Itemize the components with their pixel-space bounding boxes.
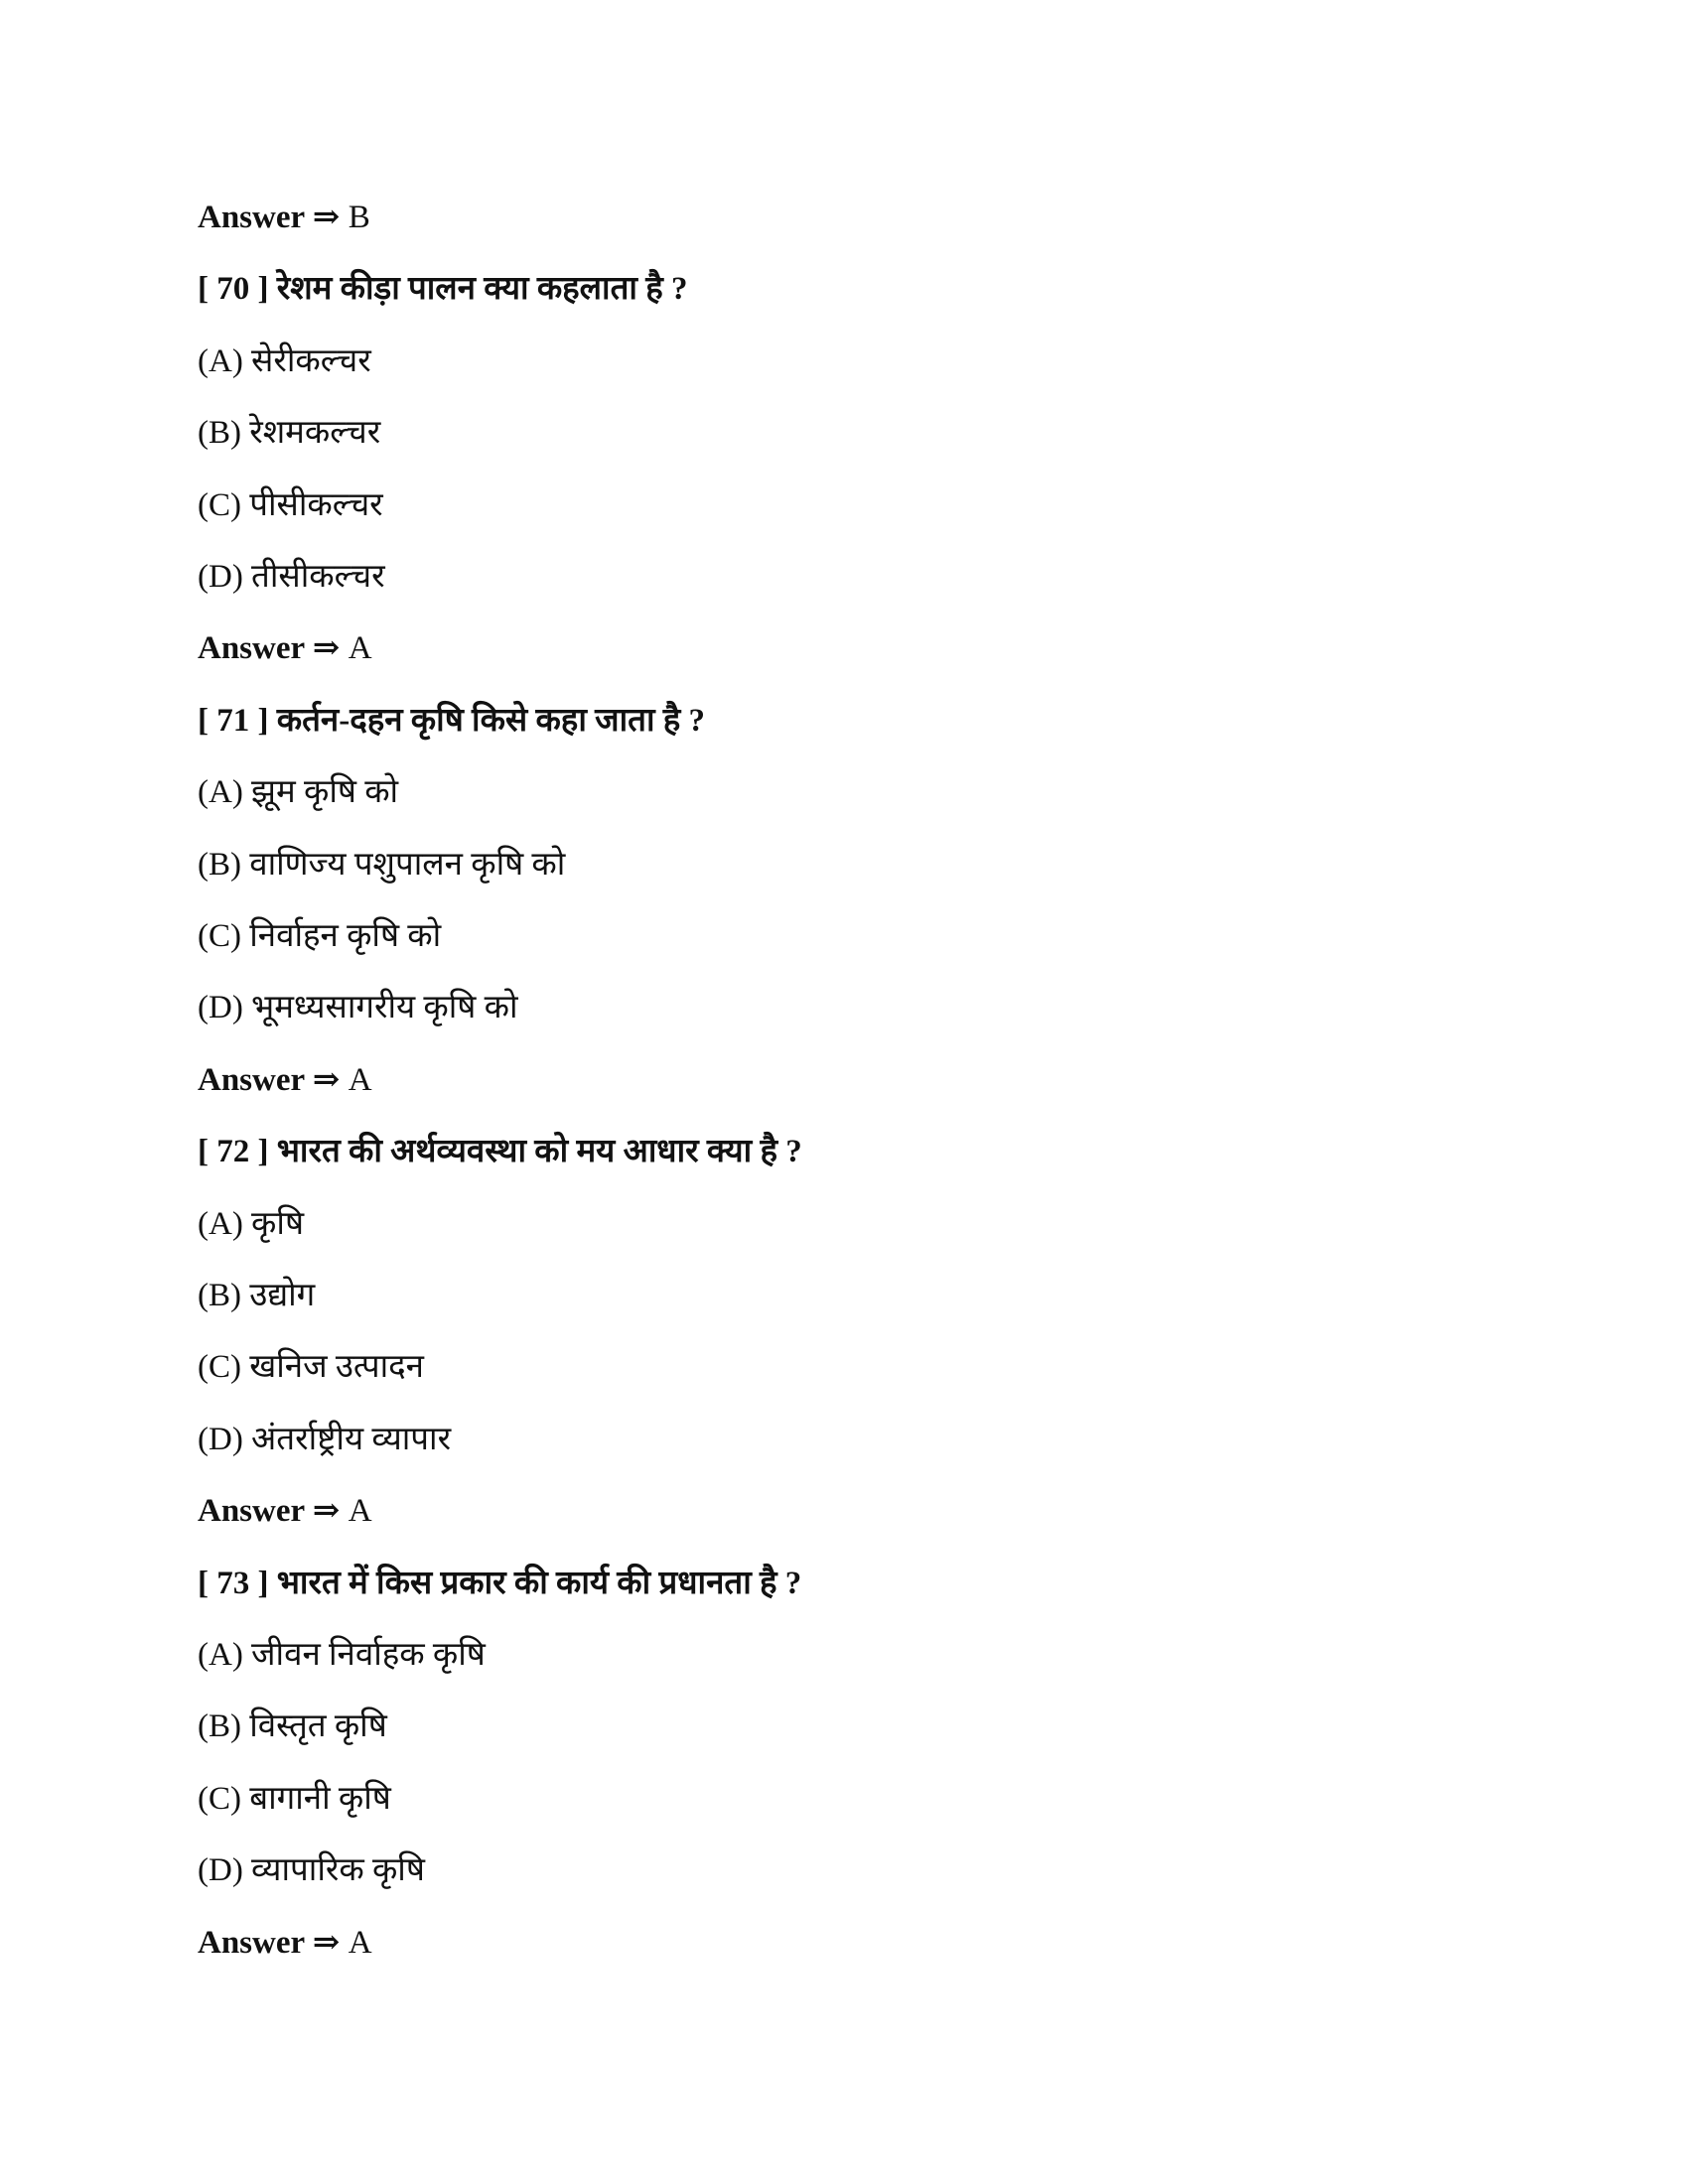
- question-number: [ 70 ]: [198, 271, 269, 308]
- option-line: [198, 476, 383, 535]
- option-line: [198, 547, 385, 607]
- option-line: [198, 1410, 451, 1469]
- answer-value: A: [348, 630, 372, 667]
- question-text: भारत की अर्थव्यवस्था को मय आधार क्या है ?: [276, 1134, 802, 1170]
- option-text: (D) व्यापारिक कृषि: [198, 1852, 425, 1889]
- option-text: (D) भूमध्यसागरीय कृषि को: [198, 990, 518, 1026]
- option-text: (D) तीसीकल्चर: [198, 559, 385, 595]
- option-text: (B) उद्योग: [198, 1278, 316, 1313]
- option-line: [198, 1625, 486, 1685]
- answer-label: Answer ⇒: [198, 1493, 341, 1530]
- question-line: [198, 1122, 802, 1181]
- answer-line: [198, 618, 372, 678]
- question-text: भारत में किस प्रकार की कार्य की प्रधानता है ?: [276, 1565, 802, 1601]
- question-number: [ 71 ]: [198, 702, 269, 739]
- option-line: [198, 1337, 424, 1397]
- option-text: (C) बागानी कृषि: [198, 1780, 391, 1817]
- option-text: (D) अंतर्राष्ट्रीय व्यापार: [198, 1421, 452, 1457]
- question-text: रेशम कीड़ा पालन क्या कहलाता है ?: [276, 271, 688, 308]
- option-text: (A) सेरीकल्चर: [198, 342, 371, 379]
- answer-value: B: [348, 200, 370, 235]
- option-line: [198, 762, 398, 822]
- option-line: [198, 906, 441, 966]
- answer-line: [198, 188, 370, 247]
- answer-label: Answer ⇒: [198, 1924, 341, 1961]
- question-line: [198, 259, 688, 319]
- question-line: [198, 1554, 801, 1613]
- question-number: [ 73 ]: [198, 1565, 269, 1601]
- option-line: [198, 332, 371, 391]
- option-text: (C) खनिज उत्पादन: [198, 1349, 424, 1386]
- answer-label: Answer ⇒: [198, 1061, 341, 1098]
- question-text: कर्तन-दहन कृषि किसे कहा जाता है ?: [276, 702, 706, 739]
- option-text: (C) पीसीकल्चर: [198, 486, 383, 523]
- answer-value: A: [348, 1924, 372, 1961]
- option-text: (B) विस्तृत कृषि: [198, 1708, 387, 1745]
- answer-line: [198, 1913, 372, 1973]
- option-text: (A) कृषि: [198, 1205, 305, 1242]
- option-line: [198, 978, 518, 1037]
- answer-value: A: [348, 1061, 372, 1098]
- option-text: (A) जीवन निर्वाहक कृषि: [198, 1637, 486, 1673]
- option-line: [198, 1194, 304, 1254]
- question-number: [ 72 ]: [198, 1134, 269, 1170]
- option-text: (B) रेशमकल्चर: [198, 415, 381, 452]
- option-line: [198, 1769, 391, 1829]
- option-text: (B) वाणिज्य पशुपालन कृषि को: [198, 846, 566, 883]
- option-line: [198, 403, 380, 463]
- question-line: [198, 691, 705, 751]
- answer-label: Answer ⇒: [198, 630, 341, 667]
- answer-label: Answer ⇒: [198, 200, 341, 235]
- option-line: [198, 1841, 425, 1900]
- option-text: (A) झूम कृषि को: [198, 774, 399, 811]
- answer-line: [198, 1481, 372, 1541]
- answer-value: A: [348, 1493, 372, 1530]
- option-line: [198, 1697, 387, 1756]
- answer-line: [198, 1050, 372, 1110]
- option-line: [198, 1266, 315, 1325]
- option-line: [198, 835, 565, 894]
- option-text: (C) निर्वाहन कृषि को: [198, 918, 442, 954]
